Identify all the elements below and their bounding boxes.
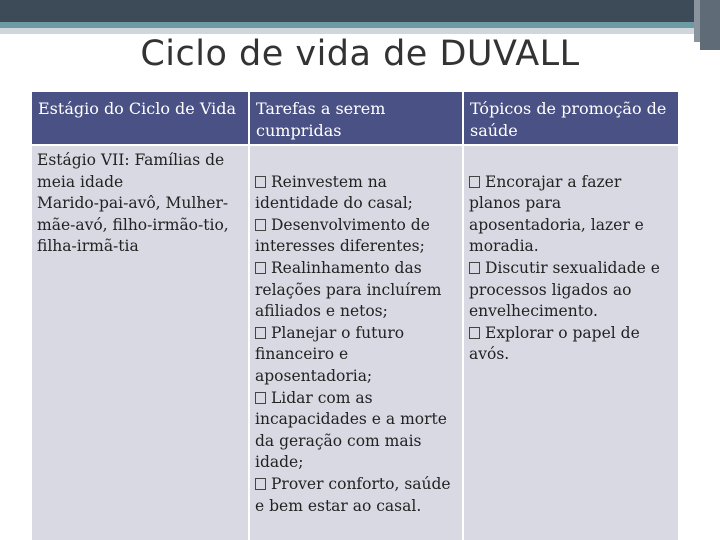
checkbox-icon [255, 219, 266, 231]
header-topics: Tópicos de promoção de saúde [464, 92, 678, 144]
checkbox-icon [255, 392, 266, 404]
header-stage: Estágio do Ciclo de Vida [32, 92, 248, 144]
checkbox-icon [255, 176, 266, 188]
checkbox-icon [469, 262, 480, 274]
topics-cell [464, 146, 678, 540]
stage-cell [32, 146, 248, 540]
topic-item: Encorajar a fazer planos para aposentadoria, lazer e moradia. [469, 172, 644, 256]
task-item: Realinhamento das relações para incluírem afiliados e netos; [255, 258, 442, 321]
checkbox-icon [469, 327, 480, 339]
lifecycle-table [32, 92, 678, 540]
task-item: Planejar o futuro financeiro e aposentadoria; [255, 323, 405, 385]
task-item: Reinvestem na identidade do casal; [255, 172, 413, 213]
header-tasks: Tarefas a serem cumpridas [250, 92, 462, 144]
task-item: Lidar com as incapacidades e a morte da geração com mais idade; [255, 388, 447, 472]
topic-item: Explorar o papel de avós. [469, 323, 640, 364]
top-banner [0, 0, 720, 22]
task-item: Prover conforto, saúde e bem estar ao casal. [255, 474, 451, 515]
tasks-cell [250, 146, 462, 540]
slide-title: Ciclo de vida de DUVALL [140, 34, 580, 74]
checkbox-icon [469, 176, 480, 188]
banner-accent [0, 22, 700, 28]
checkbox-icon [255, 327, 266, 339]
checkbox-icon [255, 262, 266, 274]
stage-roles: Marido-pai-avô, Mulher-mãe-avó, filho-irmão-tio, filha-irmã-tia [37, 194, 229, 256]
task-item: Desenvolvimento de interesses diferentes; [255, 215, 430, 256]
checkbox-icon [255, 478, 266, 490]
stage-name: Estágio VII: Famílias de meia idade [37, 151, 225, 191]
topic-item: Discutir sexualidade e processos ligados ao envelhecimento. [469, 258, 660, 321]
